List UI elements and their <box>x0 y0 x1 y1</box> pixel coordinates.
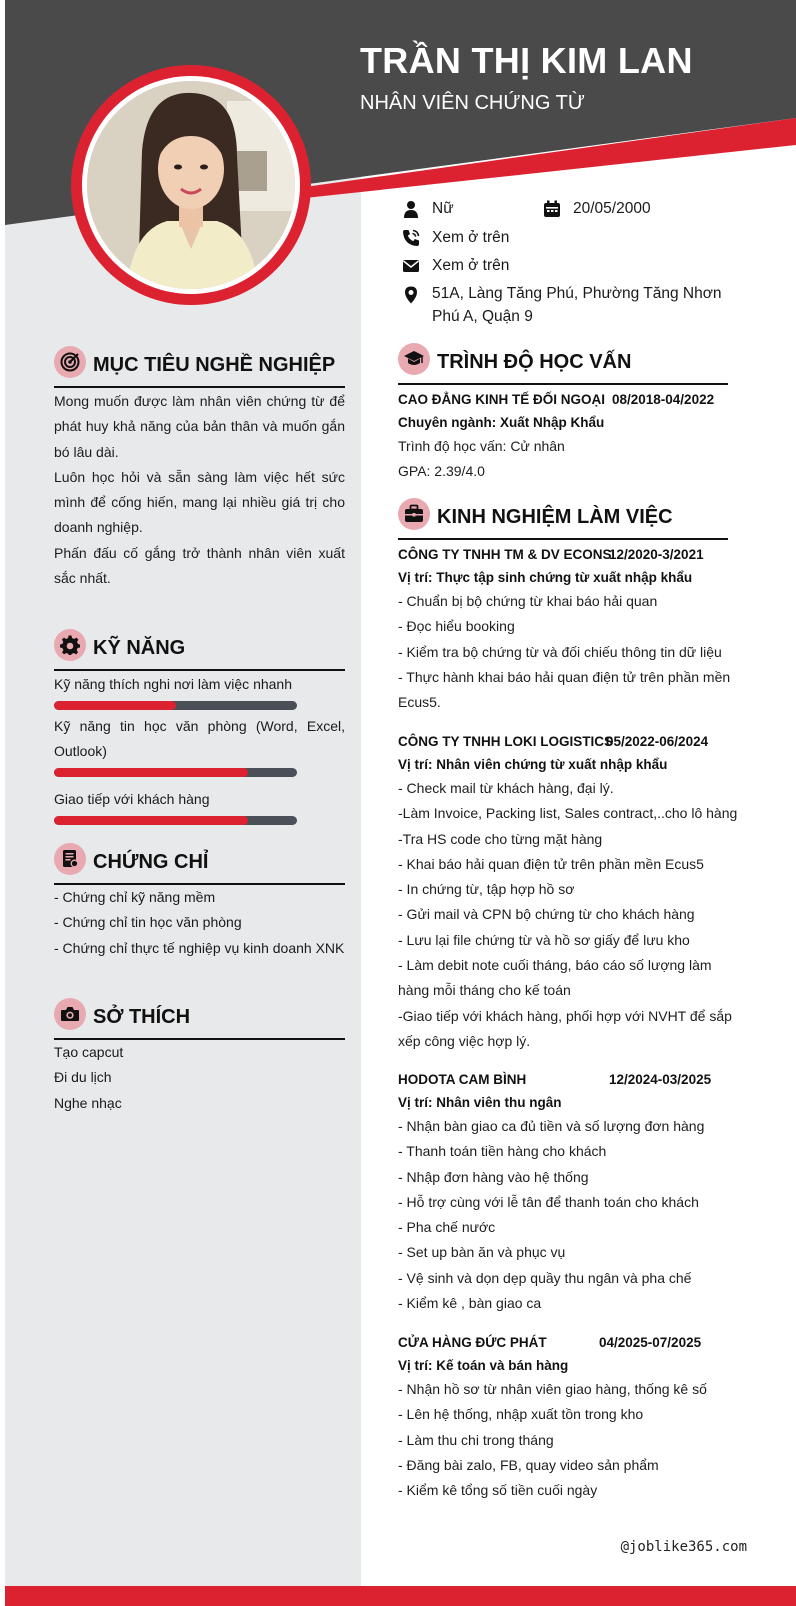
person-icon <box>402 200 420 218</box>
contact-phone-row <box>398 225 758 254</box>
list-item: Tạo capcut <box>54 1044 124 1060</box>
job-duty: - Hỗ trợ cùng với lễ tân để thanh toán cho khách <box>398 1193 699 1210</box>
camera-icon <box>54 998 86 1030</box>
job-duty: - Chuẩn bị bộ chứng từ khai báo hải quan <box>398 593 658 609</box>
company-name: HODOTA CAM BÌNH <box>398 1072 527 1087</box>
objective-title: MỤC TIÊU NGHỀ NGHIỆP <box>93 354 336 376</box>
experience-header <box>398 498 728 540</box>
contact-gender-row <box>398 196 758 225</box>
list-item: - Chứng chỉ thực tế nghiệp vụ kinh doanh XNK <box>54 939 345 956</box>
map-pin-icon <box>402 286 420 304</box>
job-duty: -Tra HS code cho từng mặt hàng <box>398 830 603 847</box>
education-major: Chuyên ngành: Xuất Nhập Khẩu <box>398 415 605 430</box>
job-duty: - Gửi mail và CPN bộ chứng từ cho khách hàng <box>398 906 695 923</box>
email: Xem ở trên <box>432 257 510 274</box>
education-level: Trình độ học vấn: Cử nhân <box>398 438 565 454</box>
job-period: 12/2024-03/2025 <box>609 1072 712 1087</box>
skill-level-fill <box>54 816 248 825</box>
list-item: Nghe nhạc <box>54 1094 122 1111</box>
company-name: CÔNG TY TNHH TM & DV ECONS <box>398 547 612 562</box>
phone: Xem ở trên <box>432 228 510 246</box>
briefcase-icon <box>398 498 430 530</box>
job-entry <box>398 544 731 715</box>
hobbies-list <box>54 1040 349 1116</box>
job-entry <box>398 731 738 1054</box>
education-period: 08/2018-04/2022 <box>612 392 715 407</box>
contact-email-row <box>398 253 758 282</box>
job-duty: - Set up bàn ăn và phục vụ <box>398 1244 566 1261</box>
job-position: Vị trí: Nhân viên thu ngân <box>398 1095 562 1110</box>
birthday: 20/05/2000 <box>573 200 651 217</box>
job-duty: - Thực hành khai báo hải quan điện tử trên phần mền <box>398 668 731 685</box>
contact-info <box>398 196 758 330</box>
candidate-name: TRẦN THỊ KIM LAN <box>360 40 693 81</box>
job-duty: hàng mỗi tháng cho kế toán <box>398 982 571 999</box>
job-period: 04/2025-07/2025 <box>599 1335 702 1350</box>
job-duty: - Kiểm tra bộ chứng từ và đối chiếu thông tin dữ liệu <box>398 643 722 660</box>
skill-label: Kỹ năng thích nghi nơi làm việc nhanh <box>54 676 292 692</box>
job-duty: - Pha chế nước <box>398 1219 496 1236</box>
company-name: CÔNG TY TNHH LOKI LOGISTICS <box>398 734 614 749</box>
hobbies-header <box>54 998 345 1040</box>
skill-item <box>54 672 345 710</box>
hobbies-title: SỞ THÍCH <box>93 1006 191 1028</box>
certificates-header <box>54 843 345 885</box>
candidate-job-title: NHÂN VIÊN CHỨNG TỪ <box>360 92 585 114</box>
list-item: - Chứng chỉ tin học văn phòng <box>54 914 242 931</box>
school-name: CAO ĐẲNG KINH TẾ ĐỐI NGOẠI <box>398 392 606 407</box>
job-duty: - Nhận bàn giao ca đủ tiền và số lượng đơn hàng <box>398 1118 705 1134</box>
job-duty: - Lưu lại file chứng từ và hồ sơ giấy để lưu kho <box>398 931 690 948</box>
job-period: 05/2022-06/2024 <box>606 734 709 749</box>
job-duty: - Đăng bài zalo, FB, quay video sản phẩm <box>398 1456 659 1473</box>
education-entry <box>398 389 728 485</box>
contact-address-row <box>398 282 758 330</box>
profile-photo <box>87 81 295 289</box>
job-duty: - Check mail từ khách hàng, đại lý. <box>398 780 614 796</box>
skill-level-bar <box>54 768 297 777</box>
company-name: CỬA HÀNG ĐỨC PHÁT <box>398 1335 547 1350</box>
skill-level-fill <box>54 768 248 777</box>
job-period: 12/2020-3/2021 <box>609 547 704 562</box>
objective-header <box>54 346 345 388</box>
skill-item <box>54 787 345 825</box>
job-duty: -Làm Invoice, Packing list, Sales contract,..cho lô hàng <box>398 805 738 822</box>
phone-icon <box>402 229 420 247</box>
address: 51A, Làng Tăng Phú, Phường Tăng Nhơn Phú A, Quận 9 <box>432 284 722 325</box>
education-gpa: GPA: 2.39/4.0 <box>398 463 485 480</box>
job-duty: - Làm debit note cuối tháng, báo cáo số lượng làm <box>398 957 712 974</box>
education-title: TRÌNH ĐỘ HỌC VẤN <box>437 351 632 373</box>
objective-paragraph: Phấn đấu cố gắng trở thành nhân viên xuất sắc nhất. <box>54 544 345 587</box>
job-duty: -Giao tiếp với khách hàng, phối hợp với NVHT để sắp <box>398 1007 732 1024</box>
education-header <box>398 343 728 385</box>
skill-level-fill <box>54 701 176 710</box>
skills-title: KỸ NĂNG <box>93 637 186 659</box>
job-duty: - Vệ sinh và dọn dẹp quầy thu ngân và pha chế <box>398 1269 692 1286</box>
job-duty: Ecus5. <box>398 694 441 711</box>
target-icon <box>54 346 86 378</box>
calendar-icon <box>543 200 561 218</box>
list-item: - Chứng chỉ kỹ năng mềm <box>54 889 216 905</box>
objective-paragraph: Mong muốn được làm nhân viên chứng từ để phát huy khả năng của bản thân và muốn gắn bó lâu dài. <box>54 393 345 460</box>
certificates-list <box>54 885 349 961</box>
job-duty: - Kiểm kê tổng số tiền cuối ngày <box>398 1482 598 1499</box>
job-position: Vị trí: Kế toán và bán hàng <box>398 1358 569 1373</box>
skill-level-bar <box>54 701 297 710</box>
avatar <box>71 65 311 305</box>
job-position: Vị trí: Nhân viên chứng từ xuất nhập khẩu <box>398 757 668 772</box>
job-duty: - Lên hệ thống, nhập xuất tồn trong kho <box>398 1406 644 1423</box>
job-duty: - Thanh toán tiền hàng cho khách <box>398 1143 607 1160</box>
watermark: @joblike365.com <box>620 1539 747 1555</box>
graduation-cap-icon <box>398 343 430 375</box>
job-duty: - Khai báo hải quan điện tử trên phần mền Ecus5 <box>398 855 704 872</box>
skills-header <box>54 629 345 671</box>
job-entry <box>398 1069 728 1316</box>
experience-title: KINH NGHIỆM LÀM VIỆC <box>437 506 673 528</box>
job-position: Vị trí: Thực tập sinh chứng từ xuất nhập khẩu <box>398 570 693 585</box>
job-entry <box>398 1332 728 1503</box>
job-duty: xếp công việc hợp lý. <box>398 1032 531 1049</box>
job-duty: - Kiểm kê , bàn giao ca <box>398 1295 542 1312</box>
gender: Nữ <box>432 200 454 217</box>
skill-label: Giao tiếp với khách hàng <box>54 791 210 807</box>
envelope-icon <box>402 257 420 275</box>
skill-label: Kỹ năng tin học văn phòng (Word, Excel, Outlook) <box>54 718 345 759</box>
job-duty: - Đọc hiểu booking <box>398 618 515 635</box>
job-duty: - Làm thu chi trong tháng <box>398 1431 554 1448</box>
footer-bar <box>5 1586 796 1606</box>
gear-icon <box>54 629 86 661</box>
objective-paragraph: Luôn học hỏi và sẵn sàng làm việc hết sức mình để cống hiến, mang lại nhiều giá trị cho doanh nghiệp. <box>54 468 345 536</box>
skill-item <box>54 714 345 777</box>
resume-page <box>5 0 796 1606</box>
objective-text <box>54 389 345 591</box>
certificate-icon <box>54 843 86 875</box>
job-duty: - Nhận hồ sơ từ nhân viên giao hàng, thống kê số <box>398 1381 707 1397</box>
list-item: Đi du lịch <box>54 1069 112 1086</box>
job-duty: - In chứng từ, tập hợp hồ sơ <box>398 881 575 898</box>
certificates-title: CHỨNG CHỈ <box>93 851 209 873</box>
skill-level-bar <box>54 816 297 825</box>
job-duty: - Nhập đơn hàng vào hệ thống <box>398 1168 589 1185</box>
